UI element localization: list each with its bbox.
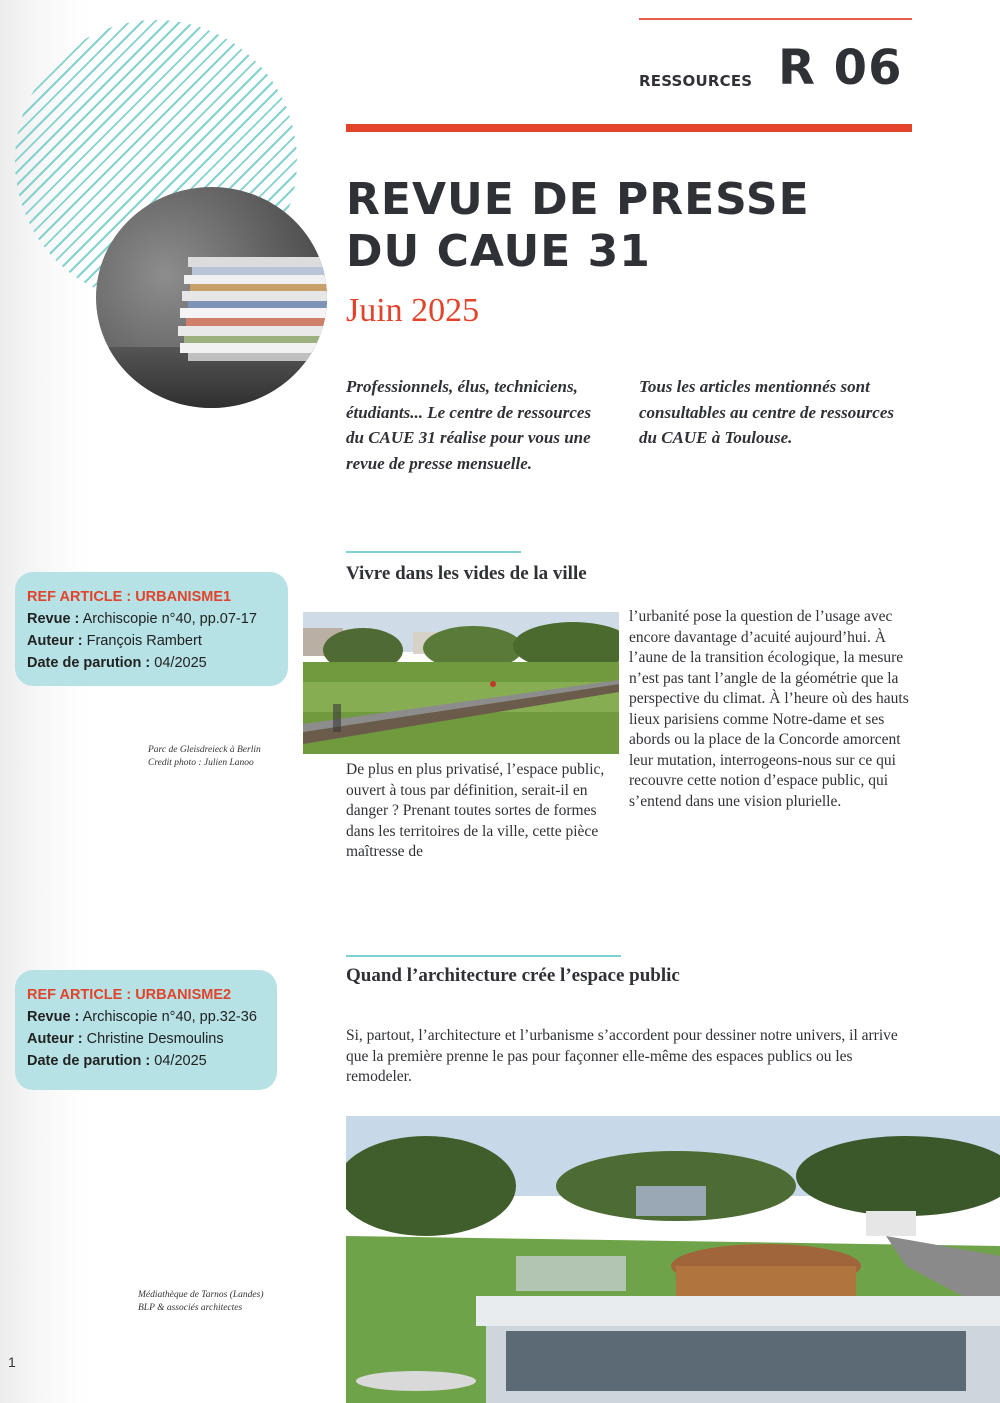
article2-accent-line (346, 955, 621, 957)
date-label: Date de parution : (27, 655, 151, 671)
auteur-label: Auteur : (27, 1031, 83, 1047)
article1-text-col2: l’urbanité pose la question de l’usage avec encore davantage d’acuité aujourd’hui. À l’aune de la transition écologique, la mesure n’est pas tant l’angle de la géométrie que la perspective du climat. À l’heure où des hauts lieux parisiens comme Notre-dame et ses abords ou la place de la Concorde amorcent leur mutation, interrogeons-nous sur ce qui recouvre cette notion d’espace public, qui s’entend dans une vision plurielle. (629, 608, 909, 810)
revue-label: Revue : (27, 1009, 80, 1025)
article2-caption-line1: Médiathèque de Tarnos (Landes) (138, 1290, 264, 1300)
article1-date: 04/2025 (154, 655, 207, 671)
article2-caption-line2: BLP & associés architectes (138, 1303, 243, 1313)
article2-ref-box (15, 970, 277, 1090)
date-label: Date de parution : (27, 1053, 151, 1069)
header-top-rule (639, 18, 912, 20)
article2-auteur-row (27, 1028, 265, 1050)
article1-text-col1: De plus en plus privatisé, l’espace public, ouvert à tous par définition, serait-il en danger ? Prenant toutes sortes de formes dans les territoires de la ville, cette pièce maîtresse de (346, 761, 605, 860)
article2-date-row (27, 1050, 265, 1072)
article2-photo (346, 1116, 1000, 1403)
article1-caption (148, 744, 298, 770)
header-red-bar (346, 124, 912, 132)
section-code: R 06 (778, 40, 903, 96)
article1-revue: Archiscopie n°40, pp.07-17 (82, 611, 257, 627)
article2-revue-row (27, 1006, 265, 1028)
article2-date: 04/2025 (154, 1053, 207, 1069)
auteur-label: Auteur : (27, 633, 83, 649)
article1-revue-row (27, 608, 276, 630)
article1-auteur-row (27, 630, 276, 652)
revue-label: Revue : (27, 611, 80, 627)
article1-ref-box (15, 572, 288, 686)
article1-auteur: François Rambert (86, 633, 202, 649)
article2-caption (138, 1289, 308, 1315)
article2-title: Quand l’architecture crée l’espace public (346, 965, 680, 986)
article1-accent-line (346, 551, 521, 553)
article1-photo (303, 612, 619, 754)
intro-left: Professionnels, élus, techniciens, étudiants... Le centre de ressources du CAUE 31 réalise pour vous une revue de presse mensuelle. (346, 377, 592, 473)
article1-caption-line2: Credit photo : Julien Lanoo (148, 758, 254, 768)
article2-auteur: Christine Desmoulins (86, 1031, 224, 1047)
article1-title: Vivre dans les vides de la ville (346, 563, 587, 584)
article2-revue: Archiscopie n°40, pp.32-36 (82, 1009, 257, 1025)
article2-text: Si, partout, l’architecture et l’urbanisme s’accordent pour dessiner notre univers, il arrive que la première prenne le pas pour façonner elle-même des espaces publics ou les remodeler. (346, 1027, 898, 1085)
article1-caption-line1: Parc de Gleisdreieck à Berlin (148, 745, 261, 755)
page-date: Juin 2025 (346, 292, 480, 329)
intro-right: Tous les articles mentionnés sont consultables au centre de ressources du CAUE à Toulouse. (639, 377, 894, 447)
page-title-line2: DU CAUE 31 (346, 226, 651, 277)
newspaper-stack-illustration (178, 247, 327, 387)
article1-date-row (27, 652, 276, 674)
section-label: RESSOURCES (639, 72, 753, 90)
article1-ref: REF ARTICLE : URBANISME1 (27, 589, 232, 605)
page-number: 1 (8, 1354, 16, 1370)
page-title (346, 174, 906, 278)
newspaper-stack-photo (96, 187, 327, 408)
page-title-line1: REVUE DE PRESSE (346, 174, 810, 225)
article2-ref: REF ARTICLE : URBANISME2 (27, 987, 232, 1003)
